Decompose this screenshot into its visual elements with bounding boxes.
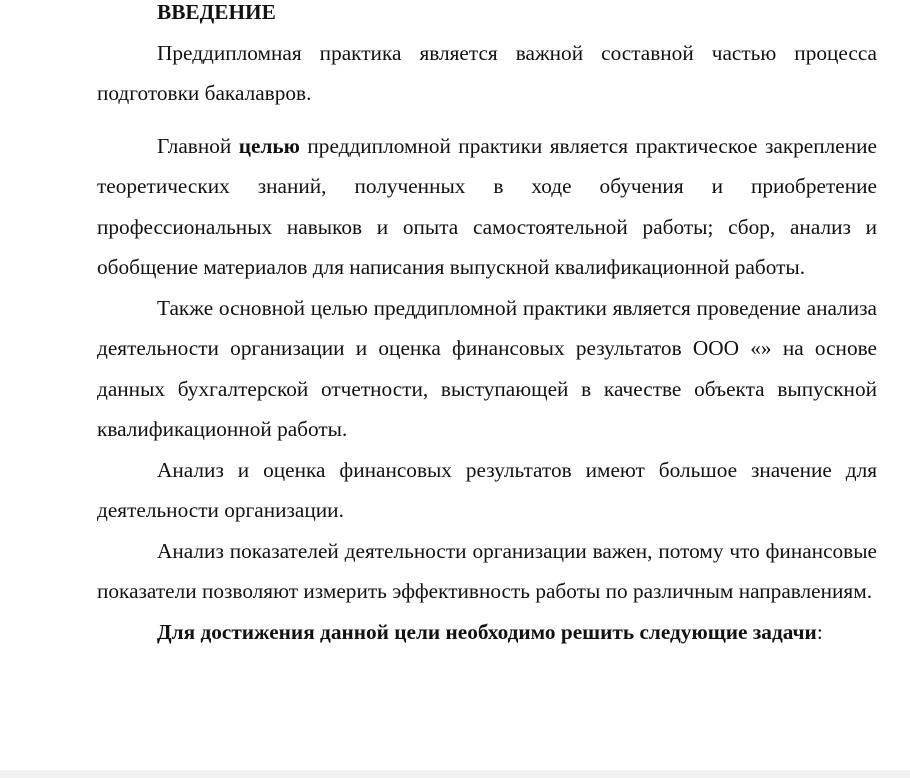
paragraph-6 [97, 612, 877, 653]
paragraph-5: Анализ показателей деятельности организации важен, потому что финансовые показатели позволяют измерить эффективность работы по различным направлениям. [97, 538, 877, 603]
paragraph-2-rest: преддипломной практики является практическое закрепление теоретических знаний, полученных в ходе обучения и приобретение профессиональных навыков и опыта самостоятельной работы; сбор, анализ и обобщение материалов для написания выпускной квалификационной работы. [97, 133, 877, 279]
paragraph-3: Также основной целью преддипломной практики является проведение анализа деятельности организации и оценка финансовых результатов ООО «» на основе данных бухгалтерской отчетности, выступающей в качестве объекта выпускной квалификационной работы. [97, 295, 877, 441]
tasks-intro: Для достижения данной цели необходимо решить следующие задачи [157, 619, 817, 644]
goal-word: целью [238, 133, 300, 158]
paragraph-4: Анализ и оценка финансовых результатов имеют большое значение для деятельности организации. [97, 457, 877, 522]
paragraph-1: Преддипломная практика является важной составной частью процесса подготовки бакалавров. [97, 40, 877, 105]
section-heading: ВВЕДЕНИЕ [157, 0, 276, 24]
paragraph-2 [97, 126, 877, 288]
document-body [97, 0, 877, 652]
paragraph-2-start: Главной [157, 133, 239, 158]
tasks-colon: : [816, 619, 823, 644]
